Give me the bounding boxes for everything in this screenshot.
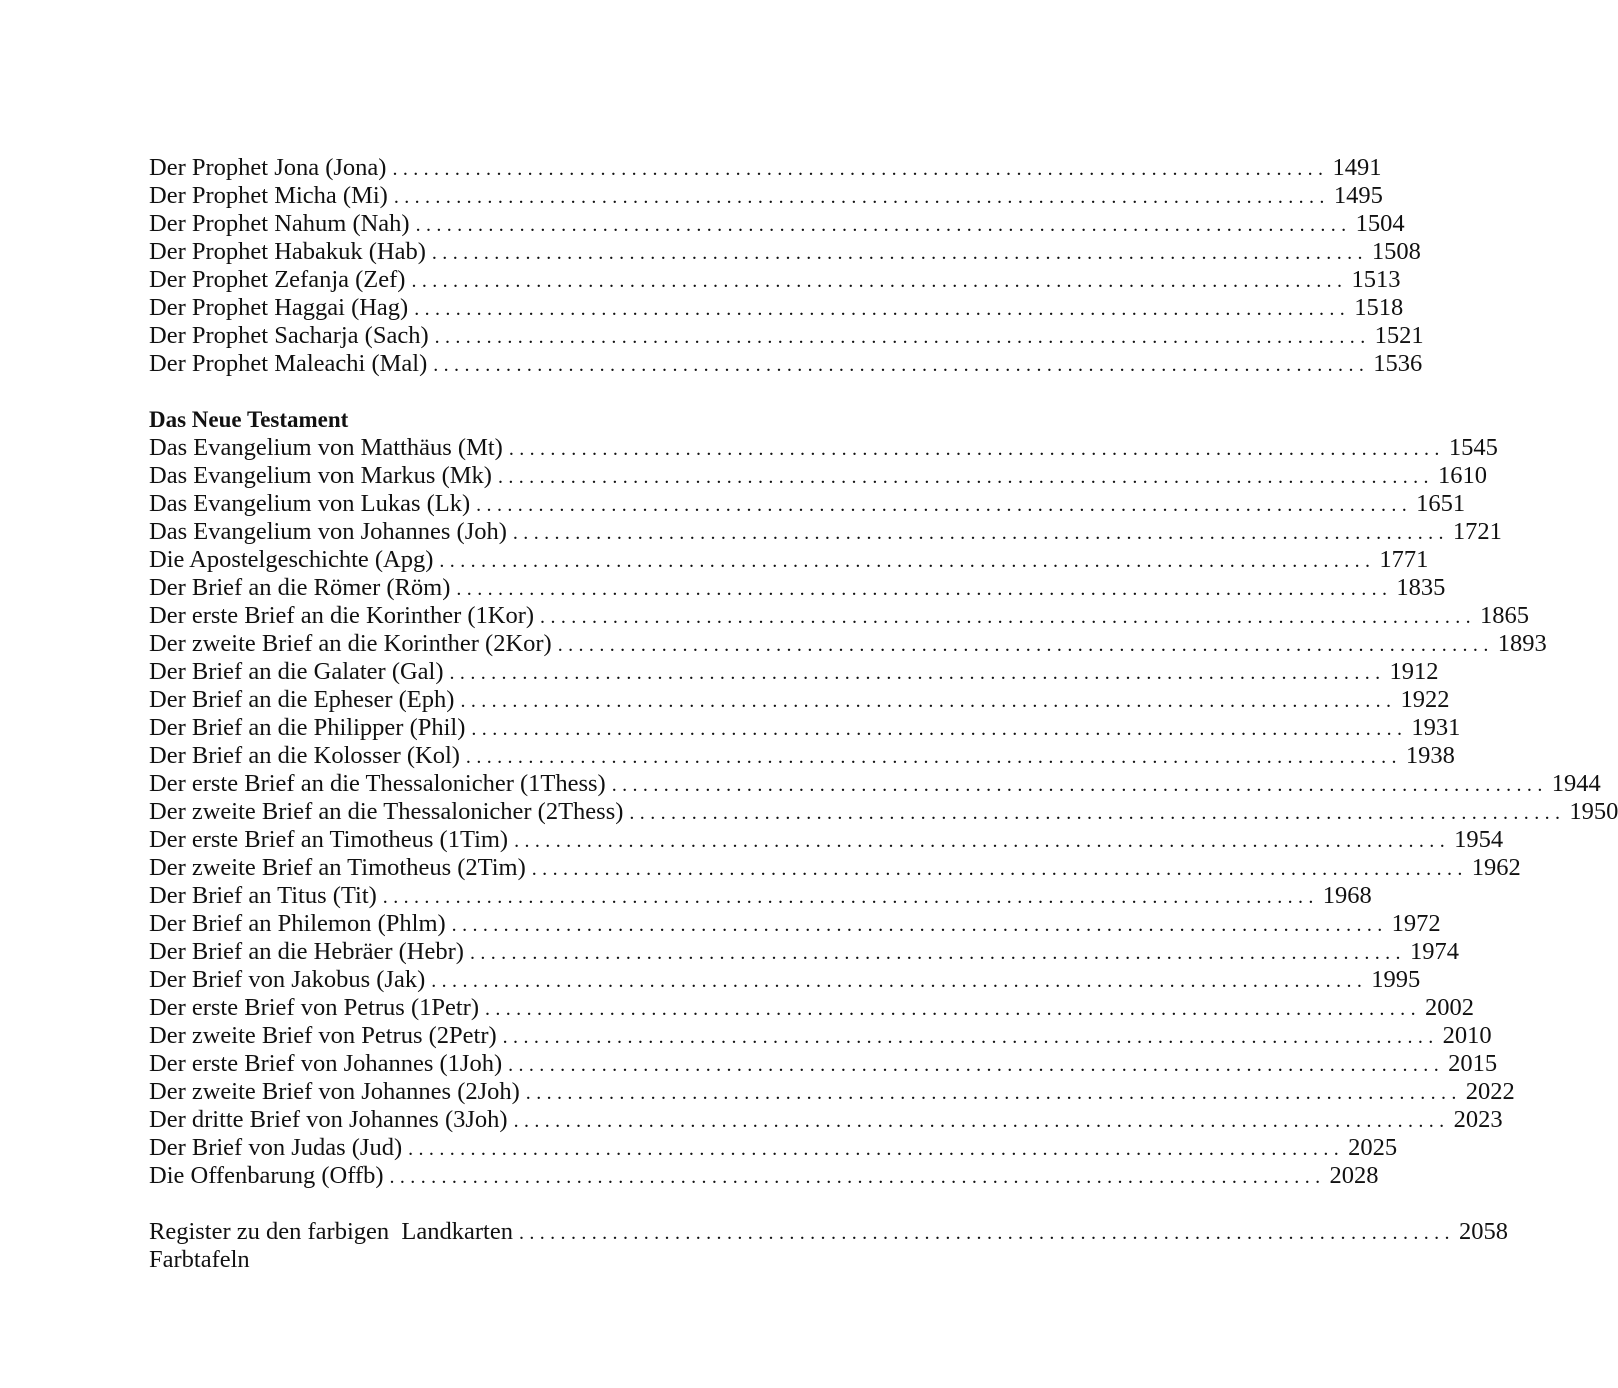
toc-entry-page: 1508	[1371, 238, 1421, 265]
toc-entry-title: Das Evangelium von Markus (Mk)	[149, 462, 492, 489]
dot-leader: ..........................................................................................	[449, 662, 1386, 684]
toc-entry	[149, 798, 1618, 826]
toc-entry-page: 1972	[1391, 910, 1441, 937]
toc-entry-page: 1931	[1411, 714, 1461, 741]
toc-entry-page: 2015	[1448, 1050, 1498, 1077]
toc-entry	[149, 546, 1429, 574]
toc-entry	[149, 518, 1502, 546]
dot-leader: ..........................................................................................	[469, 942, 1406, 964]
dot-leader: ..........................................................................................	[431, 970, 1368, 992]
toc-entry-title: Der erste Brief von Petrus (1Petr)	[149, 994, 479, 1021]
dot-leader: ..........................................................................................	[525, 1082, 1462, 1104]
toc-entry-title: Die Offenbarung (Offb)	[149, 1162, 384, 1189]
toc-entry	[149, 994, 1474, 1022]
toc-entry-title: Der zweite Brief von Johannes (2Joh)	[149, 1078, 520, 1105]
toc-entry-page: 1771	[1379, 546, 1429, 573]
toc-entry-page: 1865	[1480, 602, 1530, 629]
dot-leader: ..........................................................................................	[557, 634, 1494, 656]
dot-leader: ..........................................................................................	[439, 550, 1376, 572]
toc-entry-title: Der Brief an Philemon (Phlm)	[149, 910, 446, 937]
toc-entry-title: Der Brief an Titus (Tit)	[149, 882, 377, 909]
toc-entry	[149, 742, 1455, 770]
toc-entry-page: 1944	[1551, 770, 1601, 797]
toc-entry-title: Das Evangelium von Lukas (Lk)	[149, 490, 471, 517]
toc-entry-page: 2010	[1442, 1022, 1492, 1049]
toc-entry-title: Der Brief an die Kolosser (Kol)	[149, 742, 460, 769]
toc-entry-page: 1974	[1409, 938, 1459, 965]
dot-leader: ..........................................................................................	[408, 1138, 1345, 1160]
toc-entry	[149, 1134, 1398, 1162]
toc-entry	[149, 1050, 1498, 1078]
dot-leader: ..........................................................................................	[512, 522, 1449, 544]
toc-entry	[149, 154, 1382, 182]
toc-entry	[149, 686, 1450, 714]
toc-entry-title: Der zweite Brief an die Thessalonicher (2Thess)	[149, 798, 624, 825]
toc-entry	[149, 826, 1504, 854]
table-of-contents	[149, 154, 1618, 1274]
toc-entry	[149, 938, 1459, 966]
toc-entry	[149, 434, 1498, 462]
toc-entry	[149, 294, 1404, 322]
toc-entry-title: Register zu den farbigen Landkarten	[149, 1218, 513, 1245]
old-testament-tail-list	[149, 154, 1424, 378]
toc-entry-page: 1893	[1497, 630, 1547, 657]
toc-entry	[149, 490, 1466, 518]
dot-leader: ..........................................................................................	[476, 494, 1413, 516]
toc-entry-title: Der Brief an die Galater (Gal)	[149, 658, 444, 685]
toc-entry-page: 1518	[1354, 294, 1404, 321]
toc-entry-page: 1610	[1437, 462, 1487, 489]
toc-entry-title: Die Apostelgeschichte (Apg)	[149, 546, 434, 573]
dot-leader: ..........................................................................................	[392, 158, 1329, 180]
dot-leader: ..........................................................................................	[484, 998, 1421, 1020]
dot-leader: ..........................................................................................	[629, 802, 1566, 824]
toc-entry	[149, 770, 1601, 798]
toc-entry-page: 1912	[1389, 658, 1439, 685]
dot-leader: ..........................................................................................	[393, 186, 1330, 208]
dot-leader: ..........................................................................................	[518, 1222, 1455, 1244]
toc-entry-page: 1651	[1416, 490, 1466, 517]
dot-leader: ..........................................................................................	[433, 354, 1370, 376]
toc-entry-page: 2023	[1453, 1106, 1503, 1133]
toc-entry-page: 2058	[1458, 1218, 1508, 1245]
toc-entry-title: Der Brief an die Epheser (Eph)	[149, 686, 455, 713]
toc-entry-page: 2028	[1329, 1162, 1379, 1189]
dot-leader: ..........................................................................................	[513, 1110, 1450, 1132]
toc-entry	[149, 462, 1487, 490]
toc-entry-page: 1938	[1405, 742, 1455, 769]
toc-entry-title: Der Brief an die Hebräer (Hebr)	[149, 938, 464, 965]
dot-leader: ..........................................................................................	[465, 746, 1402, 768]
toc-entry-title: Der zweite Brief von Petrus (2Petr)	[149, 1022, 497, 1049]
toc-entry	[149, 854, 1521, 882]
toc-entry-title: Der erste Brief an die Korinther (1Kor)	[149, 602, 535, 629]
toc-entry-title: Der dritte Brief von Johannes (3Joh)	[149, 1106, 508, 1133]
dot-leader: ..........................................................................................	[431, 242, 1368, 264]
dot-leader: ..........................................................................................	[411, 270, 1348, 292]
toc-entry-page: 2022	[1465, 1078, 1515, 1105]
toc-entry-title: Das Evangelium von Johannes (Joh)	[149, 518, 507, 545]
toc-entry	[149, 882, 1372, 910]
toc-entry	[149, 602, 1530, 630]
toc-entry-page: 1995	[1371, 966, 1421, 993]
toc-entry-title: Der Prophet Nahum (Nah)	[149, 210, 410, 237]
dot-leader: ..........................................................................................	[456, 578, 1393, 600]
toc-entry-register	[149, 1218, 1508, 1246]
toc-entry-title: Der Prophet Jona (Jona)	[149, 154, 387, 181]
dot-leader: ..........................................................................................	[497, 466, 1434, 488]
dot-leader: ..........................................................................................	[460, 690, 1397, 712]
toc-entry	[149, 210, 1405, 238]
toc-entry-title: Der Prophet Haggai (Hag)	[149, 294, 409, 321]
toc-entry	[149, 658, 1439, 686]
toc-entry	[149, 966, 1421, 994]
toc-entry-page: 1536	[1373, 350, 1423, 377]
toc-entry	[149, 714, 1461, 742]
toc-entry	[149, 322, 1424, 350]
toc-entry-title: Das Evangelium von Matthäus (Mt)	[149, 434, 503, 461]
dot-leader: ..........................................................................................	[531, 858, 1468, 880]
toc-entry-page: 1968	[1322, 882, 1372, 909]
toc-entry-page: 1962	[1471, 854, 1521, 881]
dot-leader: ..........................................................................................	[382, 886, 1319, 908]
toc-entry-page: 1491	[1332, 154, 1382, 181]
toc-entry	[149, 350, 1423, 378]
toc-entry	[149, 1162, 1379, 1190]
dot-leader: ..........................................................................................	[434, 326, 1371, 348]
toc-entry-page: 1922	[1400, 686, 1450, 713]
toc-entry-title: Der Brief an die Römer (Röm)	[149, 574, 451, 601]
toc-entry-title: Der Prophet Maleachi (Mal)	[149, 350, 428, 377]
toc-entry-page: 1545	[1448, 434, 1498, 461]
toc-entry	[149, 266, 1401, 294]
toc-entry-title: Der Prophet Habakuk (Hab)	[149, 238, 426, 265]
toc-entry	[149, 1078, 1515, 1106]
dot-leader: ..........................................................................................	[451, 914, 1388, 936]
toc-entry-plates: Farbtafeln	[149, 1246, 250, 1273]
toc-entry-title: Der Prophet Micha (Mi)	[149, 182, 388, 209]
dot-leader: ..........................................................................................	[508, 1054, 1445, 1076]
toc-entry-title: Der Brief von Judas (Jud)	[149, 1134, 403, 1161]
toc-entry	[149, 574, 1446, 602]
toc-entry-page: 1954	[1454, 826, 1504, 853]
toc-entry	[149, 1022, 1492, 1050]
toc-entry	[149, 1106, 1503, 1134]
toc-entry-page: 1835	[1396, 574, 1446, 601]
toc-entry-page: 1950	[1569, 798, 1618, 825]
toc-entry-page: 1721	[1452, 518, 1502, 545]
new-testament-list	[149, 434, 1618, 1190]
dot-leader: ..........................................................................................	[471, 718, 1408, 740]
toc-entry-page: 1513	[1351, 266, 1401, 293]
toc-entry-title: Der zweite Brief an die Korinther (2Kor)	[149, 630, 552, 657]
toc-entry-title: Der erste Brief an Timotheus (1Tim)	[149, 826, 509, 853]
toc-entry-page: 1495	[1333, 182, 1383, 209]
toc-entry	[149, 182, 1383, 210]
dot-leader: ..........................................................................................	[540, 606, 1477, 628]
appendix-list	[149, 1218, 1508, 1274]
toc-entry-page: 1521	[1374, 322, 1424, 349]
toc-entry-page: 1504	[1355, 210, 1405, 237]
dot-leader: ..........................................................................................	[414, 298, 1351, 320]
toc-entry-title: Der erste Brief von Johannes (1Joh)	[149, 1050, 503, 1077]
toc-entry-title: Der erste Brief an die Thessalonicher (1Thess)	[149, 770, 606, 797]
dot-leader: ..........................................................................................	[508, 438, 1445, 460]
dot-leader: ..........................................................................................	[611, 774, 1548, 796]
toc-entry	[149, 910, 1441, 938]
toc-entry-title: Der Prophet Sacharja (Sach)	[149, 322, 429, 349]
dot-leader: ..........................................................................................	[502, 1026, 1439, 1048]
toc-entry-page: 2025	[1348, 1134, 1398, 1161]
toc-entry-title: Der zweite Brief an Timotheus (2Tim)	[149, 854, 526, 881]
toc-entry-title: Der Brief von Jakobus (Jak)	[149, 966, 426, 993]
toc-entry-title: Der Prophet Zefanja (Zef)	[149, 266, 406, 293]
section-heading-new-testament: Das Neue Testament	[149, 407, 349, 432]
spacer	[149, 1190, 827, 1218]
dot-leader: ..........................................................................................	[415, 214, 1352, 236]
toc-entry-page: 2002	[1424, 994, 1474, 1021]
toc-entry-title: Der Brief an die Philipper (Phil)	[149, 714, 466, 741]
toc-entry	[149, 630, 1547, 658]
toc-entry	[149, 238, 1421, 266]
dot-leader: ..........................................................................................	[514, 830, 1451, 852]
dot-leader: ..........................................................................................	[389, 1166, 1326, 1188]
